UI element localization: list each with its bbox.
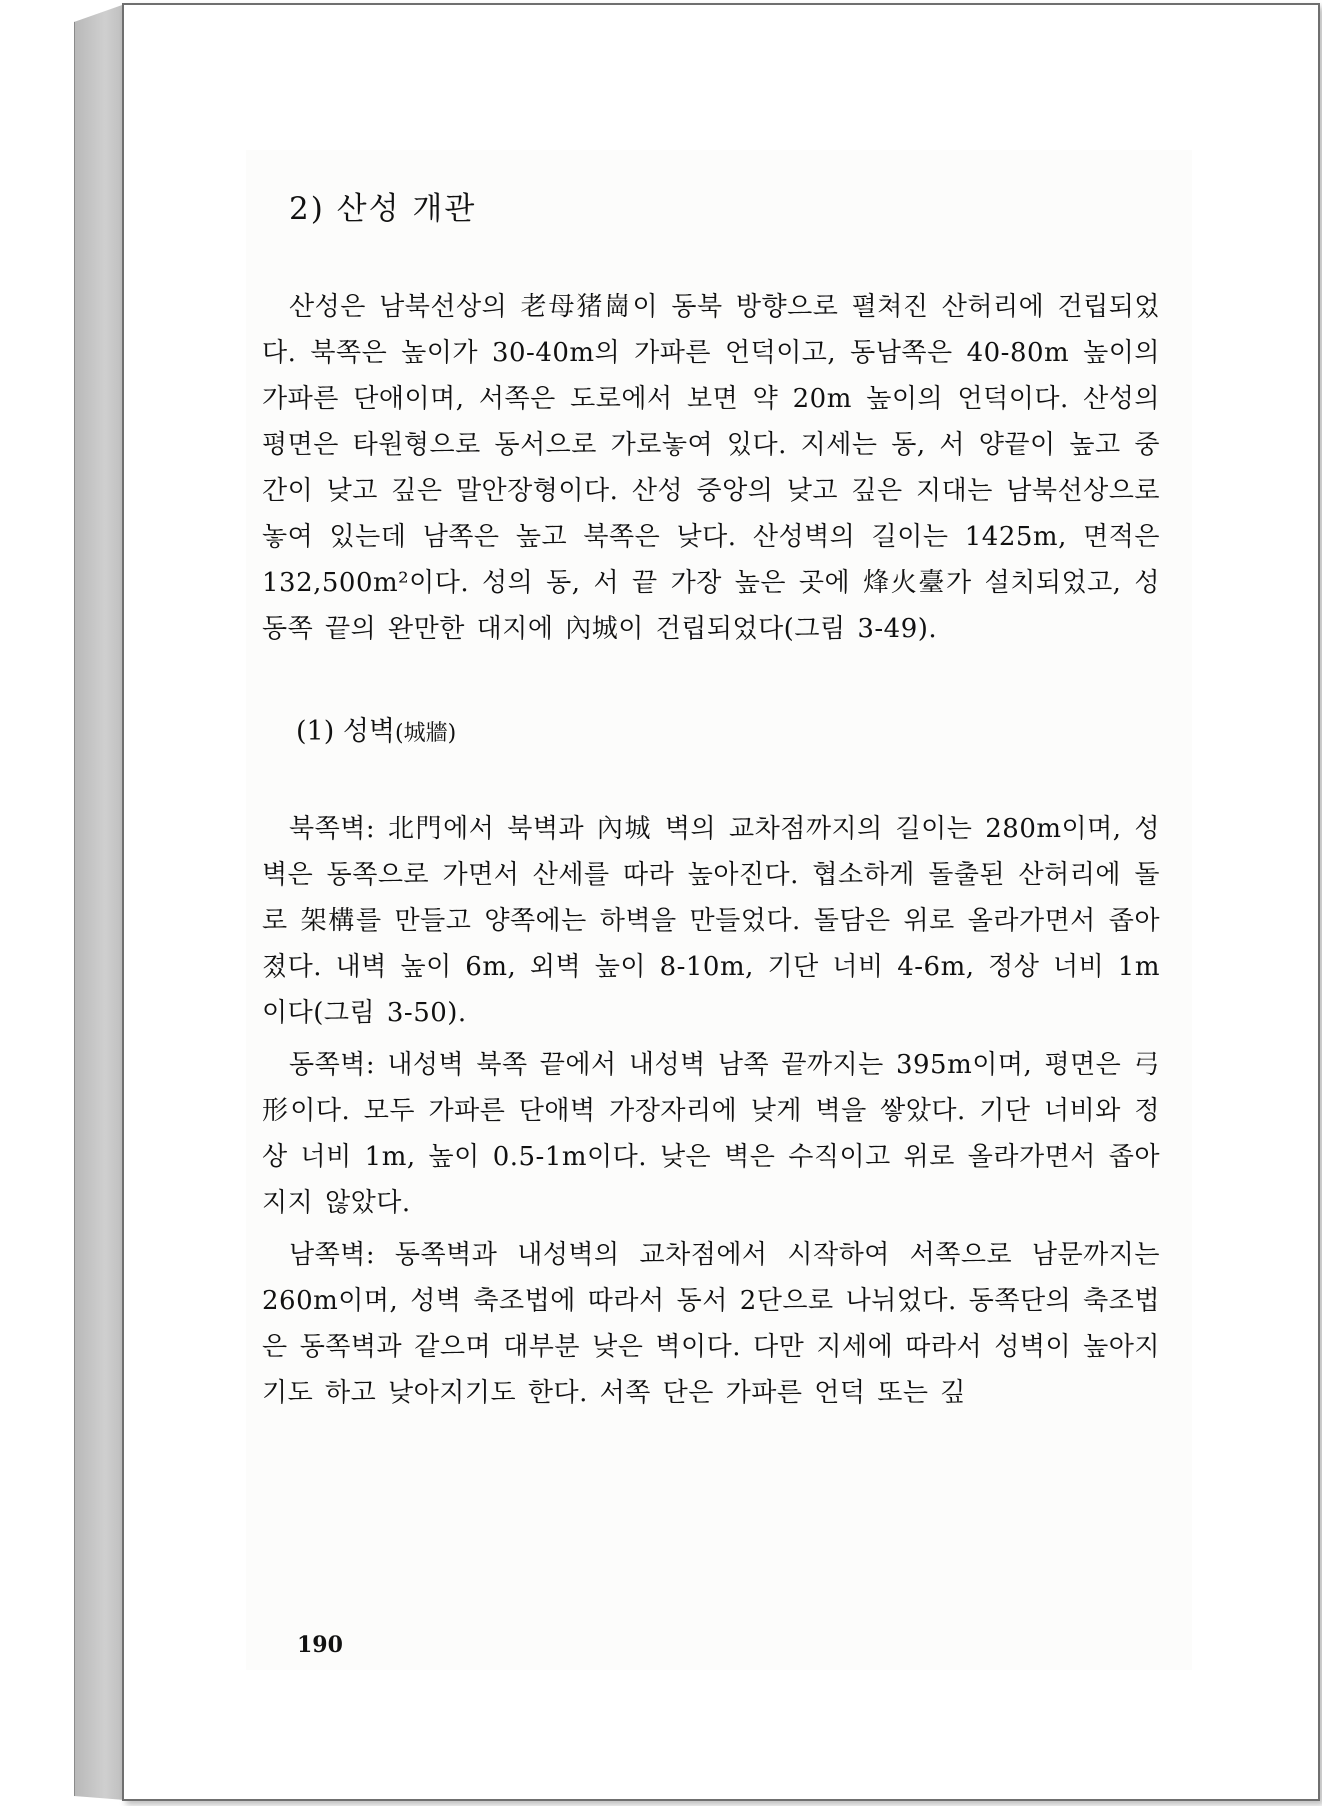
east-wall-text: 내성벽 북쪽 끝에서 내성벽 남쪽 끝까지는 395m이며, 평면은 弓形이다. 모두 가파른 단애벽 가장자리에 낮게 벽을 쌓았다. 기단 너비와 정상 너비 1m, 높이 0.5-1m이다. 낮은 벽은 수직이고 위로 올라가면서 좁아지지 않았다. <box>262 1050 1160 1218</box>
east-wall-label: 동쪽벽: <box>289 1050 376 1080</box>
south-wall-paragraph <box>262 1232 1160 1416</box>
north-wall-label: 북쪽벽: <box>289 814 376 844</box>
subsection-title <box>296 704 1160 762</box>
subsection-title-text: (1) 성벽 <box>296 716 395 747</box>
page-content <box>262 176 1160 1416</box>
north-wall-text: 北門에서 북벽과 內城 벽의 교차점까지의 길이는 280m이며, 성벽은 동쪽으로 가면서 산세를 따라 높아진다. 협소하게 돌출된 산허리에 돌로 架構를 만들고 양쪽에는 하벽을 만들었다. 돌담은 위로 올라가면서 좁아졌다. 내벽 높이 6m, 외벽 높이 8-10m, 기단 너비 4-6m, 정상 너비 1m이다(그림 3-50). <box>262 814 1161 1028</box>
subsection-title-hanja: (城牆) <box>395 721 457 746</box>
east-wall-paragraph <box>262 1042 1160 1226</box>
south-wall-text: 동쪽벽과 내성벽의 교차점에서 시작하여 서쪽으로 남문까지는 260m이며, 성벽 축조법에 따라서 동서 2단으로 나뉘었다. 동쪽단의 축조법은 동쪽벽과 같으며 대부분 낮은 벽이다. 다만 지세에 따라서 성벽이 높아지기도 하고 낮아지기도 한다. 서쪽 단은 가파른 언덕 또는 깊 <box>262 1240 1160 1408</box>
south-wall-label: 남쪽벽: <box>289 1240 376 1270</box>
intro-paragraph: 산성은 남북선상의 老母猪崗이 동북 방향으로 펼쳐진 산허리에 건립되었다. 북쪽은 높이가 30-40m의 가파른 언덕이고, 동남쪽은 40-80m 높이의 가파른 단애이며, 서쪽은 도로에서 보면 약 20m 높이의 언덕이다. 산성의 평면은 타원형으로 동서으로 가로놓여 있다. 지세는 동, 서 양끝이 높고 중간이 낮고 깊은 말안장형이다. 산성 중앙의 낮고 깊은 지대는 남북선상으로 놓여 있는데 남쪽은 높고 북쪽은 낮다. 산성벽의 길이는 1425m, 면적은 132,500m²이다. 성의 동, 서 끝 가장 높은 곳에 烽火臺가 설치되었고, 성 동쪽 끝의 완만한 대지에 內城이 건립되었다(그림 3-49). <box>262 292 1160 644</box>
book-spine <box>74 4 125 1800</box>
north-wall-paragraph <box>262 806 1160 1036</box>
section-title: 2) 산성 개관 <box>289 191 477 227</box>
page-number: 190 <box>297 1632 343 1658</box>
